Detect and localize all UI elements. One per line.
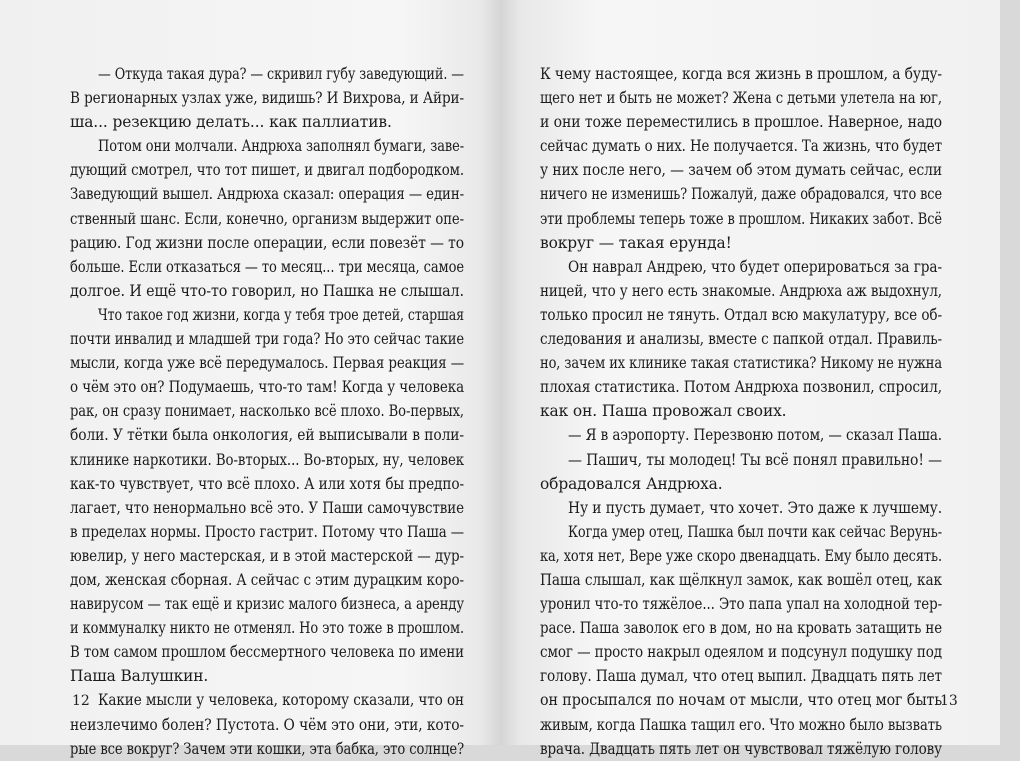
text-line: дом, женская сборная. А сейчас с этим дурацким коро- [70, 570, 464, 589]
text-line: Паша Валушкин. [70, 667, 209, 686]
text-line: и коммуналку никто не отменял. Но это тоже в прошлом. [70, 619, 464, 638]
text-line: дующий смотрел, что тот пишет, и двигал подбородком. [70, 161, 464, 180]
text-line: смог — просто накрыл одеялом и подсунул подушку под [540, 643, 942, 662]
text-line: Заведующий вышел. Андрюха сказал: операция — един- [70, 185, 464, 204]
text-line: В том самом прошлом бессмертного человека по имени [70, 643, 464, 662]
text-line: ницей, что у него есть знакомые. Андрюха аж выдохнул, [540, 281, 942, 300]
text-line: врача. Двадцать пять лет он чувствовал тяжёлую голову [540, 739, 942, 758]
text-line: следования и анализы, вместе с папкой отдал. Правиль- [540, 330, 942, 349]
text-line: щего нет и быть не может? Жена с детьми улетела на юг, [540, 89, 942, 108]
text-line: но, зачем их клинике такая статистика? Никому не нужна [540, 354, 942, 373]
text-line: рацию. Год жизни после операции, если повезёт — то [70, 233, 464, 252]
text-line: о чём это он? Подумаешь, что-то там! Когда у человека [70, 378, 464, 397]
text-line: лагает, что ненормально всё это. У Паши самочувствие [70, 498, 464, 517]
left-page-text [70, 62, 464, 761]
text-line: живым, когда Пашка тащил его. Что можно было вызвать [540, 715, 942, 734]
left-page-number: 12 [72, 693, 90, 709]
text-line: Паша слышал, как щёлкнул замок, как вошёл отец, как [540, 570, 942, 589]
text-line: Ну и пусть думает, что хочет. Это даже к лучшему. [568, 498, 942, 517]
text-line: голову. Паша думал, что отец выпил. Двадцать пять лет [540, 667, 942, 686]
text-line: в пределах нормы. Просто гастрит. Потому что Паша — [70, 522, 464, 541]
text-line: ювелир, у него мастерская, и в этой мастерской — дур- [70, 546, 464, 565]
text-line: эти проблемы теперь тоже в прошлом. Никаких забот. Всё [540, 209, 942, 228]
right-page-text [540, 62, 942, 761]
text-line: у них после него, — зачем об этом думать сейчас, если [540, 161, 942, 180]
text-line: только просил не тянуть. Отдал всю макулатуру, все об- [540, 305, 942, 324]
text-line: — Я в аэропорту. Перезвоню потом, — сказал Паша. [568, 426, 942, 445]
text-line: мысли, когда уже всё передумалось. Первая реакция — [70, 354, 464, 373]
text-line: обрадовался Андрюха. [540, 474, 723, 493]
text-line: уронил что-то тяжёлое... Это папа упал на холодной тер- [540, 595, 942, 614]
text-line: расе. Паша заволок его в дом, но на кровать затащить не [540, 619, 942, 638]
right-page [500, 0, 1000, 758]
text-line: вокруг — такая ерунда! [540, 233, 732, 252]
text-line: сейчас думать о них. Не получается. Та жизнь, что будет [540, 137, 942, 156]
text-line: — Пашич, ты молодец! Ты всё понял правильно! — [568, 450, 942, 469]
text-line: Он наврал Андрею, что будет оперироваться за гра- [568, 257, 942, 276]
text-line: Что такое год жизни, когда у тебя трое детей, старшая [98, 305, 464, 324]
text-line: почти инвалид и младшей три года? Но это сейчас такие [70, 330, 464, 349]
text-line: и они тоже переместились в прошлое. Наверное, надо [540, 113, 942, 132]
text-line: Когда умер отец, Пашка был почти как сейчас Верунь- [568, 522, 942, 541]
text-line: плохая статистика. Потом Андрюха позвонил, спросил, [540, 378, 942, 397]
text-line: ша... резекцию делать... как паллиатив. [70, 113, 392, 132]
right-page-number: 13 [940, 693, 958, 709]
left-page [0, 0, 500, 758]
text-line: как-то чувствует, что всё плохо. А или хотя бы предпо- [70, 474, 464, 493]
text-line: боли. У тётки была онкология, ей выписывали в поли- [70, 426, 464, 445]
text-line: больше. Если отказаться — то месяц... три месяца, самое [70, 257, 464, 276]
text-line: Потом они молчали. Андрюха заполнял бумаги, заве- [98, 137, 464, 156]
text-line: он просыпался по ночам от мысли, что отец мог быть [540, 691, 942, 710]
text-line: рые все вокруг? Зачем эти кошки, эта бабка, это солнце? [70, 739, 464, 758]
text-line: рак, он сразу понимает, насколько всё плохо. Во-первых, [70, 402, 464, 421]
text-line: навирусом — так ещё и кризис малого бизнеса, а аренду [70, 595, 464, 614]
text-line: ничего не изменишь? Пожалуй, даже обрадовался, что все [540, 185, 942, 204]
text-line: В регионарных узлах уже, видишь? И Вихрова, и Айри- [70, 89, 464, 108]
text-line: неизлечимо болен? Пустота. О чём это они, эти, кото- [70, 715, 464, 734]
text-line: долгое. И ещё что-то говорил, но Пашка не слышал. [70, 281, 464, 300]
text-line: — Откуда такая дура? — скривил губу заведующий. — [98, 65, 464, 83]
text-line: как он. Паша провожал своих. [540, 402, 787, 421]
text-line: ственный шанс. Если, конечно, организм выдержит опе- [70, 209, 464, 228]
text-line: К чему настоящее, когда вся жизнь в прошлом, а буду- [540, 65, 942, 83]
text-line: ка, хотя нет, Вере уже скоро двенадцать. Ему было десять. [540, 546, 942, 565]
text-line: клинике наркотики. Во-вторых... Во-вторых, ну, человек [70, 450, 464, 469]
text-line: Какие мысли у человека, которому сказали, что он [98, 691, 464, 710]
